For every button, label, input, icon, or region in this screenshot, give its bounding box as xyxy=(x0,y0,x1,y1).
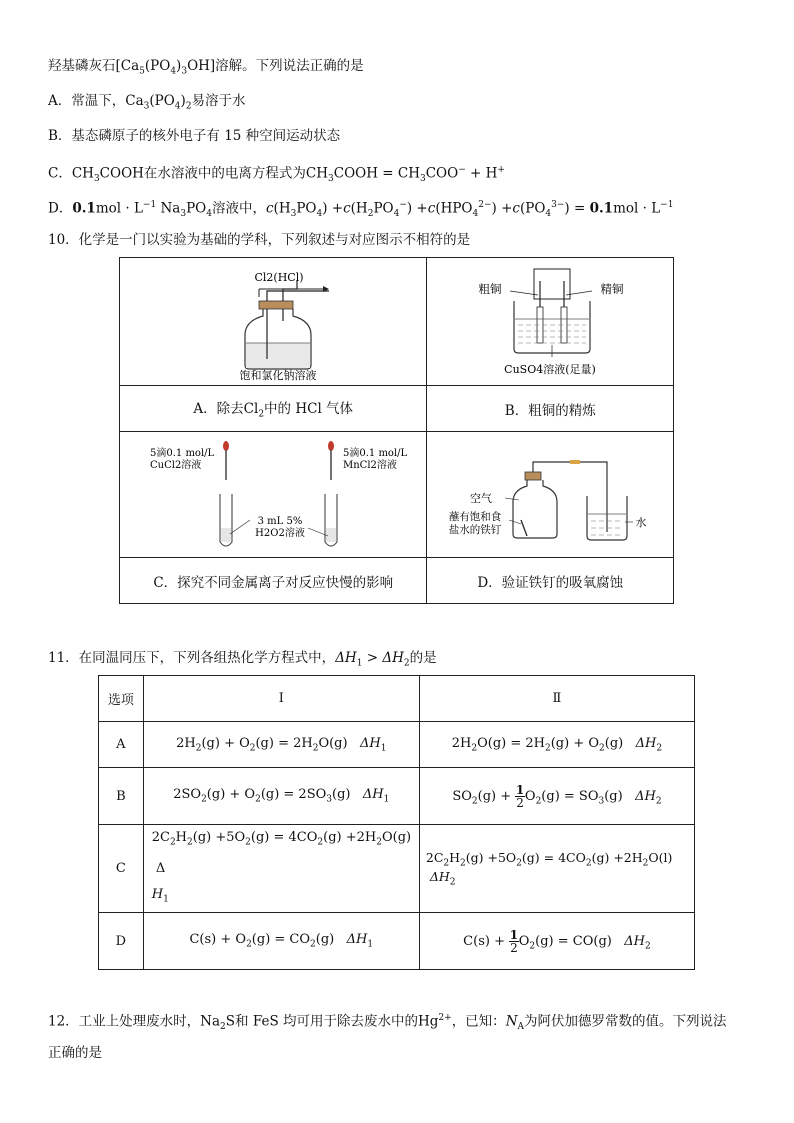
h2o2-solution-label: H2O2溶液 xyxy=(255,527,306,539)
table-row xyxy=(99,722,695,768)
row-d-eq-i: $C(s) + O_2(g) = CO_2(g)$ $\Delta H_1$ xyxy=(143,913,419,970)
header-option: 选项 xyxy=(99,676,144,722)
h2o2-volume-label: 3 mL 5% xyxy=(257,515,303,527)
q9-stem: 羟基磷灰石$[Ca_5(PO_4)_3OH]$溶解。下列说法正确的是 xyxy=(48,58,364,77)
fig-a-cell xyxy=(120,258,427,386)
nail-label-line1: 蘸有饱和食 xyxy=(448,510,502,523)
table-row xyxy=(99,768,695,825)
fig-b-caption: B．粗铜的精炼 xyxy=(427,386,674,432)
fig-c-caption: C．探究不同金属离子对反应快慢的影响 xyxy=(120,558,427,604)
row-b-eq-ii: $SO_2(g) + \frac{1}{2}O_2(g) = SO_3(g)$ $\Delta H_2$ xyxy=(419,768,694,825)
row-c-eq-i: $2C_2H_2(g) +5O_2(g) = 4CO_2(g) +2H_2O(g)$ Δ $H_1$ xyxy=(143,825,419,913)
q9-option-d: D．$0.1mol \cdot L^{-1}$ $Na_3PO_4$溶液中，$c(H_3PO_4) +c(H_2PO_4^-) +c(HPO_4^{2-}) +c(PO_4^{3-}) = 0.1mol \cdot L^{-1}$ xyxy=(48,200,674,220)
fig-a-caption: A．除去$Cl_2$中的 HCl 气体 xyxy=(120,386,427,432)
q12-stem-line1: 12．工业上处理废水时，$Na_2S$和 FeS 均可用于除去废水中的$Hg^{2+}$，已知：$N_A$为阿伏加德罗常数的值。下列说法 xyxy=(48,1013,727,1033)
fig-b-cell xyxy=(427,258,674,386)
header-ii: Ⅱ xyxy=(419,676,694,722)
fig-c-cell xyxy=(120,432,427,558)
row-a-option: A xyxy=(99,722,144,768)
right-drop-line2: MnCl2溶液 xyxy=(343,459,398,471)
row-b-option: B xyxy=(99,768,144,825)
row-d-eq-ii: $C(s) + \frac{1}{2}O_2(g) = CO(g)$ $\Delta H_2$ xyxy=(419,913,694,970)
left-drop-line1: 5滴0.1 mol/L xyxy=(150,447,215,459)
gas-label: Cl2(HCl) xyxy=(254,270,304,284)
electrolysis-diagram xyxy=(450,261,650,383)
q9-option-a: A．常温下，$Ca_3(PO_4)_2$易溶于水 xyxy=(48,93,246,112)
air-label: 空气 xyxy=(470,491,493,505)
row-c-option: C xyxy=(99,825,144,913)
fig-d-caption: D．验证铁钉的吸氧腐蚀 xyxy=(427,558,674,604)
table-row xyxy=(99,913,695,970)
crude-copper-label: 粗铜 xyxy=(478,281,502,296)
fig-d-cell xyxy=(427,432,674,558)
q10-figure-table xyxy=(119,257,674,604)
water-label: 水 xyxy=(635,515,647,529)
pure-copper-label: 精铜 xyxy=(600,281,624,296)
cuso4-label: CuSO4溶液(足量) xyxy=(504,362,597,376)
row-a-eq-i: $2H_2(g) + O_2(g) = 2H_2O(g)$ $\Delta H_1$ xyxy=(143,722,419,768)
q9-option-c: C．$CH_3COOH$在水溶液中的电离方程式为$CH_3COOH = CH_3COO^- + H^+$ xyxy=(48,165,505,185)
q10-stem: 10．化学是一门以实验为基础的学科，下列叙述与对应图示不相符的是 xyxy=(48,232,471,248)
q12-stem-line2: 正确的是 xyxy=(48,1045,102,1061)
nail-label-line2: 盐水的铁钉 xyxy=(448,523,502,536)
row-c-eq-ii: $2C_2H_2(g) +5O_2(g) = 4CO_2(g) +2H_2O(l)$ $\Delta H_2$ xyxy=(419,825,694,913)
gas-washing-bottle-diagram xyxy=(173,261,373,383)
row-d-option: D xyxy=(99,913,144,970)
header-i: Ⅰ xyxy=(143,676,419,722)
table-row xyxy=(99,825,695,913)
row-a-eq-ii: $2H_2O(g) = 2H_2(g) + O_2(g)$ $\Delta H_2$ xyxy=(419,722,694,768)
q11-table xyxy=(98,675,695,970)
test-tube-diagram xyxy=(128,436,418,554)
q9-option-b: B．基态磷原子的核外电子有 15 种空间运动状态 xyxy=(48,128,341,144)
q11-stem: 11．在同温同压下，下列各组热化学方程式中，$\Delta H_1 > \Delta H_2$的是 xyxy=(48,650,437,669)
solution-label: 饱和氯化钠溶液 xyxy=(239,368,317,382)
rust-apparatus-diagram xyxy=(435,436,665,554)
right-drop-line1: 5滴0.1 mol/L xyxy=(343,447,408,459)
row-b-eq-i: $2SO_2(g) + O_2(g) = 2SO_3(g)$ $\Delta H_1$ xyxy=(143,768,419,825)
left-drop-line2: CuCl2溶液 xyxy=(150,459,202,471)
